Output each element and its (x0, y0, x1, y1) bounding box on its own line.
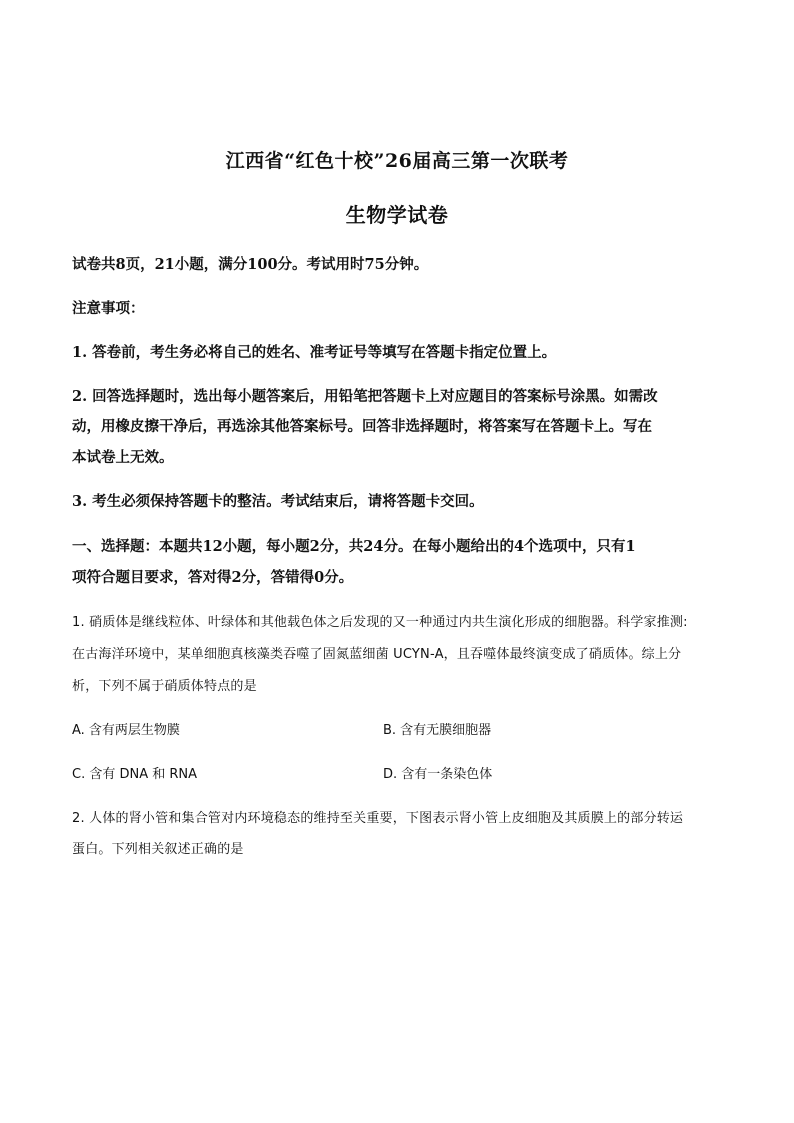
note-item: 2. 回答选择题时，选出每小题答案后，用铅笔把答题卡上对应题目的答案标号涂黑。如需改 (72, 388, 658, 405)
question-1-text: 在古海洋环境中，某单细胞真核藻类吞噬了固氮蓝细菌 UCYN-A，且吞噬体最终演变成了硝质体。综上分 (72, 647, 682, 662)
exam-intro: 试卷共8页，21小题，满分100分。考试用时75分钟。 (72, 256, 429, 273)
question-2-text: 蛋白。下列相关叙述正确的是 (72, 842, 244, 857)
note-item: 3. 考生必须保持答题卡的整洁。考试结束后，请将答题卡交回。 (72, 493, 484, 510)
section-heading: 一、选择题：本题共12小题，每小题2分，共24分。在每小题给出的4个选项中，只有1 (72, 538, 636, 555)
note-item: 动，用橡皮擦干净后，再选涂其他答案标号。回答非选择题时，将答案写在答题卡上。写在 (72, 418, 652, 435)
notes-heading: 注意事项： (72, 300, 145, 317)
option-c: C. 含有 DNA 和 RNA (72, 767, 198, 782)
question-1-text: 1. 硝质体是继线粒体、叶绿体和其他载色体之后发现的又一种通过内共生演化形成的细胞器。科学家推测: (72, 615, 688, 630)
option-d: D. 含有一条染色体 (383, 767, 493, 782)
note-item: 本试卷上无效。 (72, 449, 174, 466)
exam-subject: 生物学试卷 (345, 203, 449, 227)
section-heading: 项符合题目要求，答对得2分，答错得0分。 (72, 569, 354, 586)
exam-title: 江西省“红色十校”26届高三第一次联考 (225, 150, 569, 172)
option-b: B. 含有无膜细胞器 (383, 723, 492, 738)
option-a: A. 含有两层生物膜 (72, 723, 180, 738)
question-2-text: 2. 人体的肾小管和集合管对内环境稳态的维持至关重要，下图表示肾小管上皮细胞及其质膜上的部分转运 (72, 811, 684, 826)
note-item: 1. 答卷前，考生务必将自己的姓名、准考证号等填写在答题卡指定位置上。 (72, 344, 557, 361)
question-1-text: 析，下列不属于硝质体特点的是 (72, 679, 257, 694)
